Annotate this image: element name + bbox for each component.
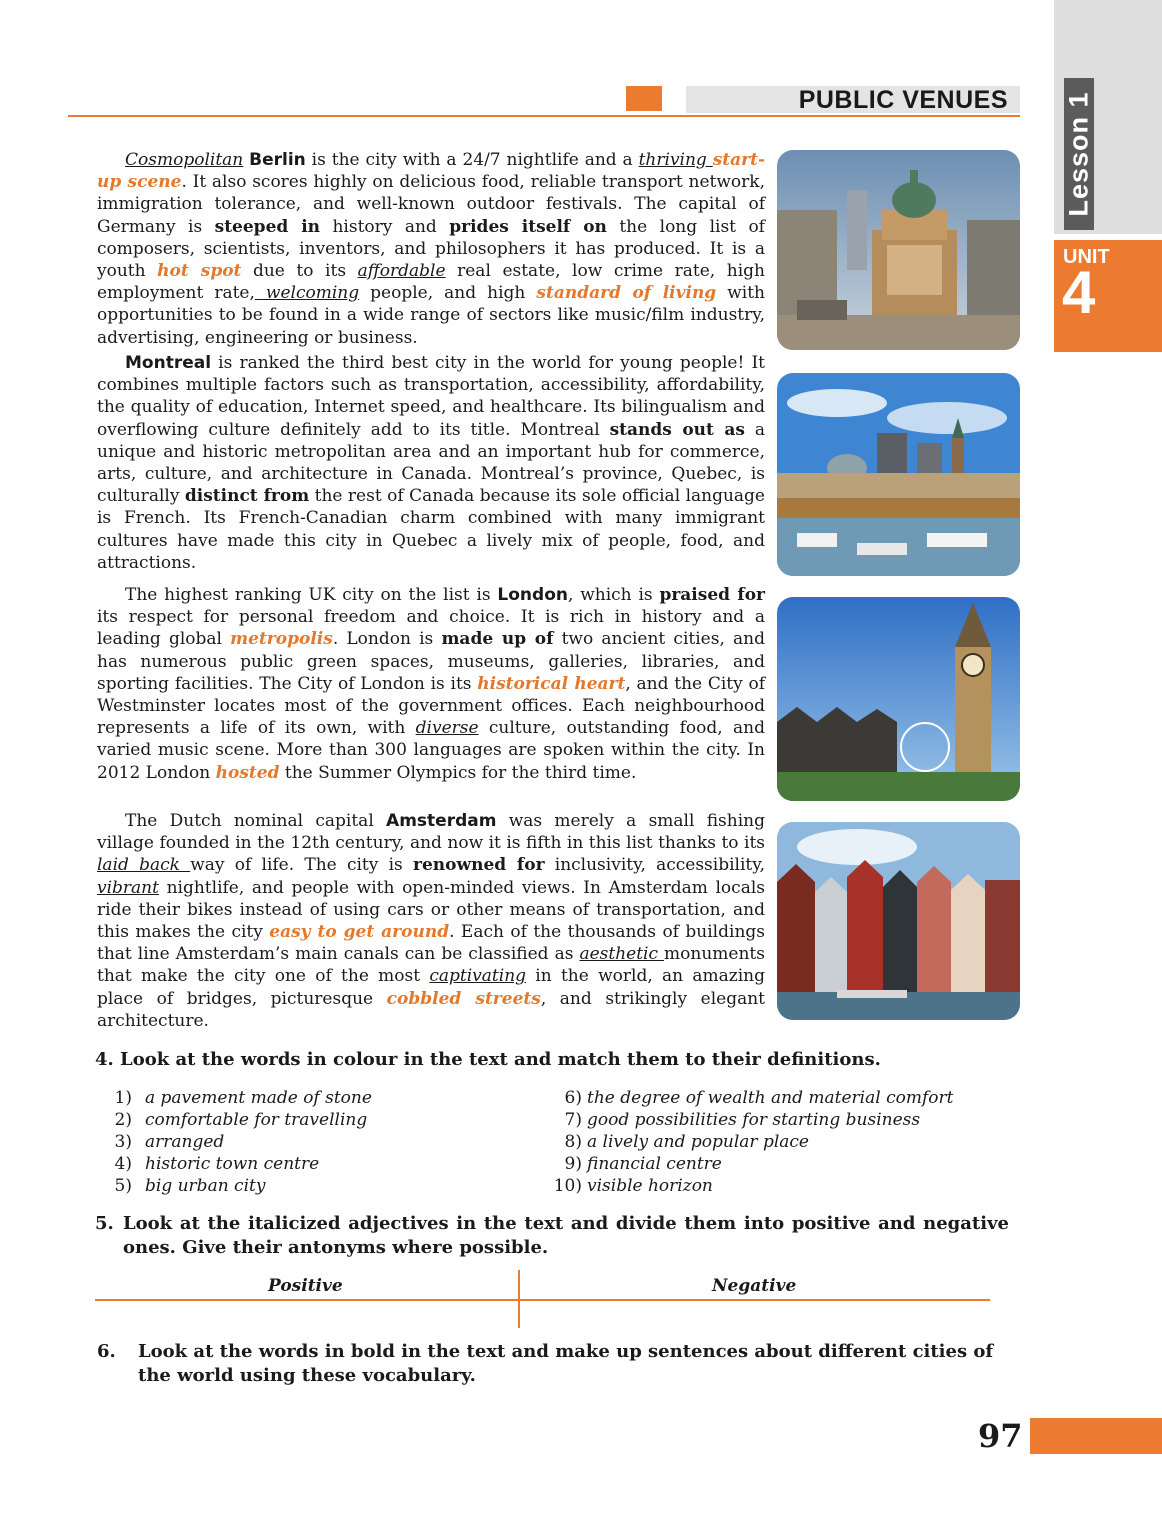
item-number: 2) <box>114 1110 132 1130</box>
text-run: nightlife, and people with open-minded views. In Amsterdam locals ride their bikes instead of using cars or other means of transportation, and this makes the city <box>97 877 765 943</box>
list-item <box>100 1131 520 1153</box>
task-number: 5. <box>95 1213 114 1234</box>
text-run: two ancient cities, and has numerous public green spaces, museums, galleries, libraries, and sporting facilities. The City of London is its <box>97 629 765 694</box>
paragraph-london <box>97 584 765 784</box>
text-run: real estate, low crime rate, high employment rate, <box>97 261 765 304</box>
bold-word: renowned for <box>413 855 545 876</box>
header-rule <box>68 115 1020 117</box>
header-accent-square <box>626 86 662 111</box>
item-number: 1) <box>114 1088 132 1108</box>
text-run: , and strikingly elegant architecture. <box>97 988 765 1031</box>
table-divider <box>518 1270 520 1328</box>
text-run: . Each of the thousands of buildings that line Amsterdam’s main canals can be classified as <box>97 922 765 965</box>
adjective: thriving <box>638 150 713 170</box>
text-run: the long list of composers, scientists, inventors, and philosophers it has produced. It is a youth <box>97 216 765 282</box>
paragraph-amsterdam <box>97 810 765 1032</box>
list-item <box>100 1087 520 1109</box>
item-text: a lively and popular place <box>587 1132 809 1152</box>
text-run: the rest of Canada because its sole official language is French. Its French-Canadian charm combined with many immigrant cultures have made this city in Quebec a lively mix of people, food, and attractions. <box>97 486 765 573</box>
amsterdam-photo <box>777 822 1020 1020</box>
item-number: 5) <box>114 1176 132 1196</box>
text-run: due to its <box>241 261 358 282</box>
bold-word: steeped in <box>214 216 321 237</box>
city-name: Berlin <box>249 150 306 170</box>
paragraph-berlin <box>97 149 765 349</box>
list-item <box>100 1153 520 1175</box>
text-run: , and the City of Westminster locates most of the government offices. Each neighbourhood represents a life of its own, with <box>97 673 765 739</box>
city-name: Amsterdam <box>386 811 497 831</box>
text-run: with opportunities to be found in a wide range of sectors like music/film industry, advertising, engineering or business. <box>97 283 766 348</box>
list-item <box>100 1175 520 1197</box>
item-text: the degree of wealth and material comfort <box>587 1088 954 1108</box>
item-text: big urban city <box>145 1176 266 1196</box>
adjective: captivating <box>429 966 527 987</box>
adjective: laid back <box>97 855 191 876</box>
task-4-instruction: 4. Look at the words in colour in the text and match them to their definitions. <box>95 1049 881 1070</box>
task-number: 6. <box>97 1341 116 1362</box>
item-text: good possibilities for starting business <box>587 1110 921 1130</box>
colour-word: metropolis <box>230 629 333 650</box>
text-run: monuments that make the city one of the most <box>97 944 765 987</box>
page-number-bar <box>1030 1418 1162 1454</box>
colour-word: historical heart <box>477 673 626 694</box>
colour-word: standard of living <box>536 283 717 304</box>
item-number: 8) <box>564 1132 582 1152</box>
montreal-photo <box>777 373 1020 576</box>
text-run: history and <box>320 216 450 237</box>
bold-word: prides itself on <box>449 216 607 237</box>
adjective: affordable <box>357 261 446 282</box>
london-photo <box>777 597 1020 801</box>
text-run: The highest ranking UK city on the list is <box>125 585 498 605</box>
city-name: Montreal <box>125 353 212 373</box>
task-6-instruction <box>97 1340 1022 1388</box>
text-run: inclusivity, accessibility, <box>544 855 765 876</box>
definitions-right <box>550 1087 1010 1197</box>
definitions-left <box>100 1087 520 1197</box>
text-run: the Summer Olympics for the third time. <box>279 762 637 783</box>
text-run: , which is <box>568 585 660 605</box>
section-title: PUBLIC VENUES <box>686 86 1020 113</box>
list-item <box>550 1109 1010 1131</box>
text-run: people, and high <box>359 283 537 304</box>
item-text: visible horizon <box>587 1176 713 1196</box>
adjective: welcoming <box>254 283 360 304</box>
text-run: way of life. The city is <box>190 855 413 876</box>
page-number: 97 <box>978 1417 1023 1455</box>
item-number: 9) <box>564 1154 582 1174</box>
task-5-instruction <box>95 1212 1009 1260</box>
item-number: 3) <box>114 1132 132 1152</box>
item-number: 4) <box>114 1154 132 1174</box>
list-item <box>100 1109 520 1131</box>
task-text: Look at the words in bold in the text and make up sentences about different cities of the world using these vocabulary. <box>138 1341 994 1386</box>
paragraph-montreal <box>97 352 765 574</box>
text-run: . It also scores highly on delicious food, reliable transport network, immigration tolerance, and well-known outdoor festivals. The capital of Germany is <box>97 172 765 237</box>
adjective: vibrant <box>97 877 159 898</box>
item-text: financial centre <box>587 1154 722 1174</box>
list-item <box>550 1175 1010 1197</box>
item-text: a pavement made of stone <box>145 1088 372 1108</box>
list-item <box>550 1131 1010 1153</box>
item-text: historic town centre <box>145 1154 320 1174</box>
bold-word: stands out as <box>609 419 745 440</box>
adjective: diverse <box>415 718 479 739</box>
colour-word: easy to get around <box>269 922 450 943</box>
text-run: is the city with a 24/7 nightlife and a <box>305 150 639 170</box>
item-number: 6) <box>564 1088 582 1108</box>
colour-word: hosted <box>215 762 280 783</box>
text-run: . London is <box>332 629 442 650</box>
bold-word: praised for <box>659 585 765 605</box>
table-rule <box>95 1299 990 1301</box>
bold-word: distinct from <box>184 486 310 507</box>
text-run: culture, outstanding food, and varied music scene. More than 300 languages are spoken within the city. In 2012 London <box>97 718 765 783</box>
task-text: Look at the italicized adjectives in the text and divide them into positive and negative ones. Give their antonyms where possible. <box>123 1213 1009 1258</box>
adjective: aesthetic <box>579 944 665 965</box>
column-header-negative: Negative <box>712 1276 797 1296</box>
text-run: a unique and historic metropolitan area and an important hub for commerce, arts, culture, and architecture in Canada. Montreal’s province, Quebec, is culturally <box>97 419 766 507</box>
text-run: was merely a small fishing village founded in the 12th century, and now it is fifth in this list thanks to its <box>97 811 765 854</box>
unit-label: UNIT <box>1063 246 1110 268</box>
colour-word: cobbled streets <box>386 988 541 1009</box>
text-run: is ranked the third best city in the world for young people! It combines multiple factors such as transportation, accessibility, affordability, the quality of education, Internet speed, and healthcare. Its bilingualism and overflowing culture definitely add to its title. Montreal <box>97 353 765 440</box>
item-number: 7) <box>564 1110 582 1130</box>
item-text: arranged <box>145 1132 225 1152</box>
item-text: comfortable for travelling <box>145 1110 368 1130</box>
list-item <box>550 1153 1010 1175</box>
berlin-photo <box>777 150 1020 350</box>
lesson-label: Lesson 1 <box>1063 91 1094 217</box>
bold-word: made up of <box>441 629 554 650</box>
item-number: 10) <box>553 1176 582 1196</box>
text-run: its respect for personal freedom and choice. It is rich in history and a leading global <box>97 607 765 650</box>
adjective: Cosmopolitan <box>125 150 244 170</box>
colour-word: hot spot <box>157 261 242 282</box>
list-item <box>550 1087 1010 1109</box>
text-run: in the world, an amazing place of bridges, picturesque <box>97 966 765 1009</box>
unit-number: 4 <box>1062 259 1096 326</box>
city-name: London <box>497 585 568 605</box>
text-run: The Dutch nominal capital <box>125 811 387 831</box>
colour-word: start-up scene <box>97 150 766 193</box>
column-header-positive: Positive <box>268 1276 343 1296</box>
